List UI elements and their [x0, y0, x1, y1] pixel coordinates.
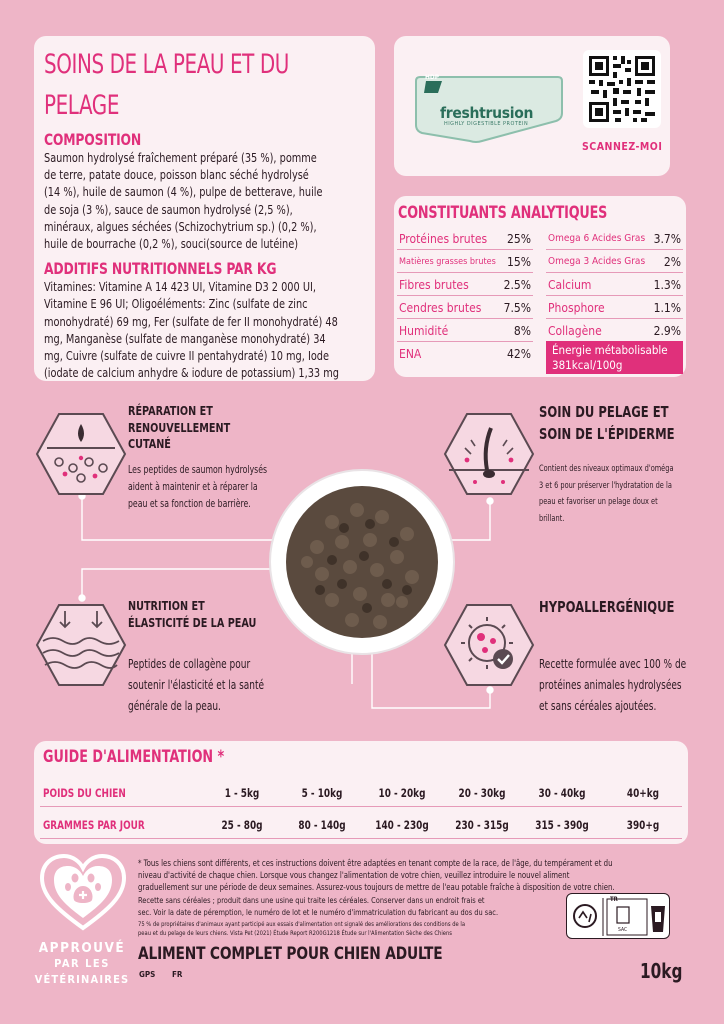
brand-name: freshtrusion [440, 104, 534, 122]
qr-code-icon [583, 50, 661, 128]
hypoallergenic-icon [443, 603, 535, 687]
table-cell: 25 - 80g [221, 818, 263, 832]
analytical-row [546, 274, 683, 296]
hypo-text-line: et sans céréales ajoutées. [539, 698, 657, 713]
grams-row-label: GRAMMES PAR JOUR [43, 818, 145, 832]
additives-line: mg, Cuivre (sulfate de cuivre II pentahydraté) 10 mg, Iode [44, 349, 329, 364]
recycling-info [566, 893, 670, 939]
table-cell: 230 - 315g [455, 818, 509, 832]
row-label: Cendres brutes [399, 301, 482, 315]
repair-title-line: RÉPARATION ET [128, 403, 213, 418]
coat-text-line: 3 et 6 pour préserver l'hydratation de la [539, 479, 672, 491]
elasticity-text-line: soutenir l'élasticité et la santé [128, 677, 265, 692]
additives-text [44, 279, 367, 382]
coat-text [539, 461, 674, 527]
elasticity-title [128, 598, 256, 631]
row-value: 25% [507, 232, 531, 246]
table-cell: 140 - 230g [375, 818, 429, 832]
row-divider [40, 806, 682, 807]
feeding-title: GUIDE D'ALIMENTATION * [43, 747, 225, 766]
vet-approved-label [30, 940, 134, 988]
coat-title-line: SOIN DU PELAGE ET [539, 403, 669, 421]
coat-text-line: Contient des niveaux optimaux d'oméga [539, 463, 674, 474]
page-title [44, 44, 365, 126]
row-label: Calcium [548, 278, 592, 292]
composition-text [44, 150, 367, 253]
row-label: Protéines brutes [399, 232, 488, 246]
hypo-text [539, 653, 686, 716]
gps-label: GPS [139, 970, 156, 979]
skin-elasticity-icon [35, 603, 127, 687]
coat-title-line: SOIN DE L'ÉPIDERME [539, 424, 675, 443]
row-value: 2% [663, 255, 681, 269]
hypo-title-line: HYPOALLERGÉNIQUE [539, 598, 675, 616]
additives-line: (iodate de calcium anhydre & iodure de potassium) 1,33 mg [44, 366, 339, 381]
row-label: Phosphore [548, 301, 605, 315]
brand-tagline: HIGHLY DIGESTIBLE PROTEIN [444, 121, 529, 127]
composition-line: minéraux, algues séchées (Schizochytrium sp.) (0,2 %), [44, 219, 317, 234]
row-value: 2.9% [653, 324, 681, 338]
study-line: 75 % de propriétaires d'animaux ayant participé aux essais d'alimentation ont signalé des améliorations des conditions de la [138, 921, 466, 928]
storage-note [138, 895, 498, 918]
additives-line: monohydraté) 69 mg, Fer (sulfate de fer II monohydraté) 48 [44, 314, 338, 329]
elasticity-text [128, 653, 264, 716]
row-label: Omega 6 Acides Gras [548, 233, 646, 244]
row-value: 8% [513, 324, 531, 338]
hypo-text-line: protéines animales hydrolysées [539, 677, 682, 692]
storage-line: Recette sans céréales ; produit dans une usine qui traite les céréales. Conserver dans un endroit frais et [138, 895, 485, 905]
composition-line: huile de bourrache (0,2 %), souci(source de lutéine) [44, 237, 299, 252]
elasticity-title-line: NUTRITION ET [128, 598, 205, 613]
row-divider [40, 838, 682, 839]
additives-line: Vitamines: Vitamine A 14 423 UI, Vitamine D3 2 000 UI, [44, 280, 316, 295]
weight-row-label: POIDS DU CHIEN [43, 786, 126, 800]
net-weight: 10kg [640, 959, 683, 983]
recycling-icon [567, 894, 671, 940]
recycle-bag-label: SAC [618, 927, 628, 933]
storage-line: sec. Voir la date de péremption, le numéro de lot et le numéro d'immatriculation du fabricant au dos du sac. [138, 906, 499, 917]
analytical-row [397, 297, 533, 319]
repair-title-line: CUTANÉ [128, 436, 171, 451]
title-line-2: PELAGE [44, 90, 119, 121]
elasticity-title-line: ÉLASTICITÉ DE LA PEAU [128, 614, 257, 630]
disclaimer-line: graduellement sur une période de deux semaines. Assurez-vous toujours de mettre de l'eau potable fraîche à disposition de votre chien. [138, 883, 615, 893]
feeding-disclaimer [138, 858, 615, 894]
recycle-code: TR [610, 896, 618, 903]
hypo-title [539, 597, 674, 619]
row-value: 15% [507, 255, 531, 269]
hdp-label: HDP [425, 73, 440, 81]
disclaimer-line: niveau d'activité de chaque chien. Lorsque vous changez l'alimentation de votre chien, veuillez introduire le nouvel aliment [138, 871, 570, 881]
analytical-row [546, 320, 683, 342]
analytical-title: CONSTITUANTS ANALYTIQUES [398, 203, 608, 222]
row-value: 1.1% [653, 301, 681, 315]
repair-text-line: aident à maintenir et à réparer la [128, 480, 258, 493]
approved-line: APPROUVÉ [38, 940, 126, 956]
additives-line: Vitamine E 96 UI; Oligoéléments: Zinc (sulfate de zinc [44, 297, 308, 312]
table-cell: 5 - 10kg [301, 786, 343, 800]
product-title: ALIMENT COMPLET POUR CHIEN ADULTE [138, 944, 443, 964]
repair-title-line: RENOUVELLEMENT [128, 419, 231, 435]
skin-repair-icon [35, 412, 127, 496]
table-cell: 1 - 5kg [224, 786, 260, 800]
row-label: Fibres brutes [399, 278, 469, 292]
table-cell: 80 - 140g [298, 818, 346, 832]
feeding-grams-row [40, 813, 682, 839]
table-cell: 390+g [626, 818, 660, 832]
feeding-weight-row [40, 781, 682, 807]
row-label: ENA [399, 347, 422, 361]
composition-card [34, 36, 375, 381]
approved-line: PAR LES [54, 957, 110, 970]
analytical-row [397, 274, 533, 296]
elasticity-text-line: Peptides de collagène pour [128, 656, 251, 671]
analytical-row [397, 251, 533, 273]
row-value: 7.5% [503, 301, 531, 315]
composition-heading: COMPOSITION [44, 130, 142, 149]
table-cell: 30 - 40kg [538, 786, 586, 800]
row-value: 3.7% [653, 232, 681, 246]
coat-text-line: peau et favoriser un pelage doux et [539, 496, 658, 507]
hypo-text-line: Recette formulée avec 100 % de [539, 656, 687, 671]
row-label: Collagène [548, 324, 602, 338]
analytical-row [397, 320, 533, 342]
qr-scan-label: SCANNEZ-MOI [582, 141, 663, 153]
coat-title [539, 402, 675, 445]
analytical-row [546, 297, 683, 319]
coat-text-line: brillant. [539, 512, 565, 524]
table-cell: 20 - 30kg [458, 786, 506, 800]
analytical-row [546, 251, 683, 273]
approved-line: VÉTÉRINAIRES [34, 973, 130, 986]
energy-label: Énergie métabolisable [552, 343, 668, 357]
analytical-row [397, 228, 533, 250]
composition-line: (14 %), huile de saumon (4 %), pulpe de betterave, huile [44, 185, 323, 200]
row-label: Omega 3 Acides Gras [548, 256, 646, 267]
repair-text [128, 461, 267, 512]
repair-text-line: peau et sa fonction de barrière. [128, 497, 251, 510]
row-label: Humidité [399, 324, 449, 338]
disclaimer-line: * Tous les chiens sont différents, et ces instructions doivent être adaptées en tenant compte de la race, de l'âge, du tempérament et du [138, 859, 613, 869]
title-line-1: SOINS DE LA PEAU ET DU [44, 49, 289, 80]
vet-approved-heart-icon [38, 852, 128, 932]
additives-heading: ADDITIFS NUTRITIONNELS PAR KG [44, 259, 277, 279]
analytical-row [397, 343, 533, 365]
row-value: 2.5% [503, 278, 531, 292]
table-cell: 40+kg [626, 786, 660, 800]
composition-line: de terre, patate douce, poisson blanc séché hydrolysé [44, 168, 309, 183]
energy-badge [546, 341, 683, 374]
repair-text-line: Les peptides de saumon hydrolysés [128, 463, 268, 476]
study-line: peau et du pelage de leurs chiens. Vista Pet (2021) Étude Report R200G1218 Étude sur l'Alimentation Sèche des Chiens [138, 930, 453, 937]
study-note [138, 920, 465, 938]
analytical-row [546, 228, 683, 250]
kibble-bowl-image [262, 462, 462, 662]
qr-code[interactable] [583, 50, 661, 128]
composition-line: de soja (3 %), sauce de saumon hydrolysé (2,5 %), [44, 202, 293, 217]
row-value: 42% [507, 347, 531, 361]
elasticity-text-line: générale de la peau. [128, 698, 221, 713]
composition-line: Saumon hydrolysé fraîchement préparé (35 %), pomme [44, 151, 317, 165]
country-label: FR [172, 970, 183, 979]
row-value: 1.3% [653, 278, 681, 292]
table-cell: 315 - 390g [535, 818, 589, 832]
additives-line: mg, Manganèse (sulfate de manganèse monohydraté) 34 [44, 331, 326, 346]
row-label: Matières grasses brutes [399, 257, 496, 267]
energy-value: 381kcal/100g [552, 358, 623, 372]
table-cell: 10 - 20kg [378, 786, 426, 800]
repair-title [128, 403, 230, 453]
